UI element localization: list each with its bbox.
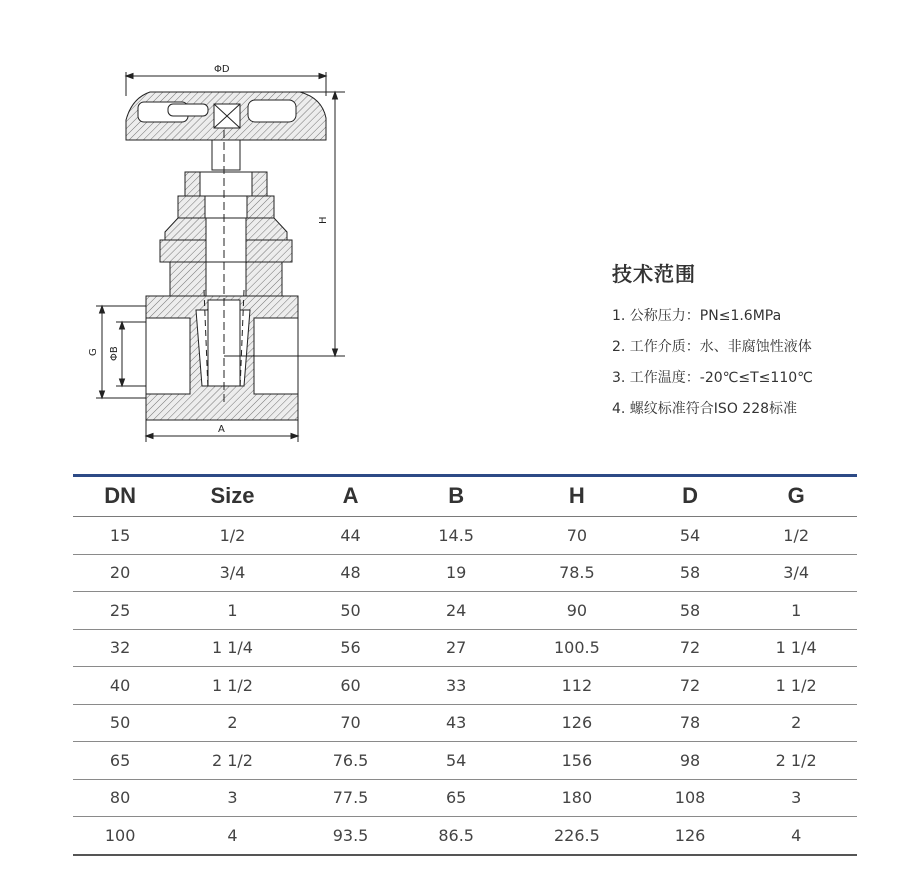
- table-cell: 112: [509, 667, 645, 705]
- table-cell: 43: [403, 704, 509, 742]
- table-cell: 1: [167, 592, 298, 630]
- table-row: [73, 779, 857, 817]
- table-row: [73, 592, 857, 630]
- gate-valve-drawing: [70, 55, 370, 450]
- table-cell: 100.5: [509, 629, 645, 667]
- table-cell: 1 1/2: [735, 667, 857, 705]
- col-header-d: D: [645, 476, 736, 517]
- table-cell: 100: [73, 817, 167, 855]
- table-cell: 60: [298, 667, 404, 705]
- table-cell: 20: [73, 554, 167, 592]
- table-cell: 180: [509, 779, 645, 817]
- table-cell: 226.5: [509, 817, 645, 855]
- table-cell: 2 1/2: [167, 742, 298, 780]
- table-cell: 50: [298, 592, 404, 630]
- table-cell: 93.5: [298, 817, 404, 855]
- tech-specs: [612, 258, 902, 431]
- table-cell: 44: [298, 517, 404, 555]
- table-header-row: [73, 476, 857, 517]
- table-cell: 76.5: [298, 742, 404, 780]
- table-cell: 80: [73, 779, 167, 817]
- table-cell: 50: [73, 704, 167, 742]
- col-header-size: Size: [167, 476, 298, 517]
- col-header-g: G: [735, 476, 857, 517]
- table-cell: 40: [73, 667, 167, 705]
- table-cell: 126: [645, 817, 736, 855]
- table-cell: 90: [509, 592, 645, 630]
- spec-item: 1. 公称压力：PN≤1.6MPa: [612, 308, 782, 324]
- table-cell: 65: [403, 779, 509, 817]
- spec-item: 2. 工作介质：水、非腐蚀性液体: [612, 339, 812, 355]
- dim-label-d: ΦD: [214, 64, 230, 75]
- table-cell: 78.5: [509, 554, 645, 592]
- col-header-a: A: [298, 476, 404, 517]
- table-cell: 98: [645, 742, 736, 780]
- specs-list: [612, 307, 902, 419]
- dim-label-a: A: [218, 424, 225, 435]
- table-cell: 24: [403, 592, 509, 630]
- table-cell: 27: [403, 629, 509, 667]
- dim-label-g: G: [88, 348, 99, 356]
- table-cell: 33: [403, 667, 509, 705]
- spec-item: 3. 工作温度：-20℃≤T≤110℃: [612, 370, 813, 386]
- table-cell: 1 1/4: [735, 629, 857, 667]
- table-cell: 156: [509, 742, 645, 780]
- table-body: [73, 517, 857, 855]
- table-cell: 3: [735, 779, 857, 817]
- table-cell: 108: [645, 779, 736, 817]
- table-cell: 65: [73, 742, 167, 780]
- table-cell: 1 1/2: [167, 667, 298, 705]
- specs-title: 技术范围: [612, 262, 696, 286]
- table-row: [73, 554, 857, 592]
- table-row: [73, 742, 857, 780]
- table-cell: 78: [645, 704, 736, 742]
- dimensions-table: [73, 476, 857, 856]
- table-cell: 2 1/2: [735, 742, 857, 780]
- table-cell: 2: [167, 704, 298, 742]
- table-cell: 19: [403, 554, 509, 592]
- table-row: [73, 629, 857, 667]
- spec-item: 4. 螺纹标准符合ISO 228标准: [612, 401, 798, 417]
- table-cell: 77.5: [298, 779, 404, 817]
- table-cell: 48: [298, 554, 404, 592]
- table-cell: 4: [735, 817, 857, 855]
- table-cell: 58: [645, 592, 736, 630]
- table-cell: 14.5: [403, 517, 509, 555]
- table-cell: 4: [167, 817, 298, 855]
- table-row: [73, 704, 857, 742]
- table-cell: 1/2: [167, 517, 298, 555]
- table-cell: 32: [73, 629, 167, 667]
- table-cell: 86.5: [403, 817, 509, 855]
- table-cell: 56: [298, 629, 404, 667]
- table-cell: 3: [167, 779, 298, 817]
- table-cell: 1: [735, 592, 857, 630]
- table-cell: 72: [645, 629, 736, 667]
- table-row: [73, 817, 857, 855]
- table-cell: 58: [645, 554, 736, 592]
- table-cell: 3/4: [167, 554, 298, 592]
- table-cell: 2: [735, 704, 857, 742]
- col-header-dn: DN: [73, 476, 167, 517]
- table-cell: 1 1/4: [167, 629, 298, 667]
- table-cell: 70: [298, 704, 404, 742]
- table-row: [73, 667, 857, 705]
- dim-label-h: H: [318, 216, 329, 224]
- col-header-h: H: [509, 476, 645, 517]
- table-cell: 72: [645, 667, 736, 705]
- table-cell: 126: [509, 704, 645, 742]
- table-cell: 25: [73, 592, 167, 630]
- table-cell: 15: [73, 517, 167, 555]
- table-cell: 70: [509, 517, 645, 555]
- col-header-b: B: [403, 476, 509, 517]
- table-row: [73, 517, 857, 555]
- table-cell: 1/2: [735, 517, 857, 555]
- table-cell: 54: [645, 517, 736, 555]
- dim-label-b: ΦB: [109, 346, 120, 361]
- table-cell: 54: [403, 742, 509, 780]
- table-cell: 3/4: [735, 554, 857, 592]
